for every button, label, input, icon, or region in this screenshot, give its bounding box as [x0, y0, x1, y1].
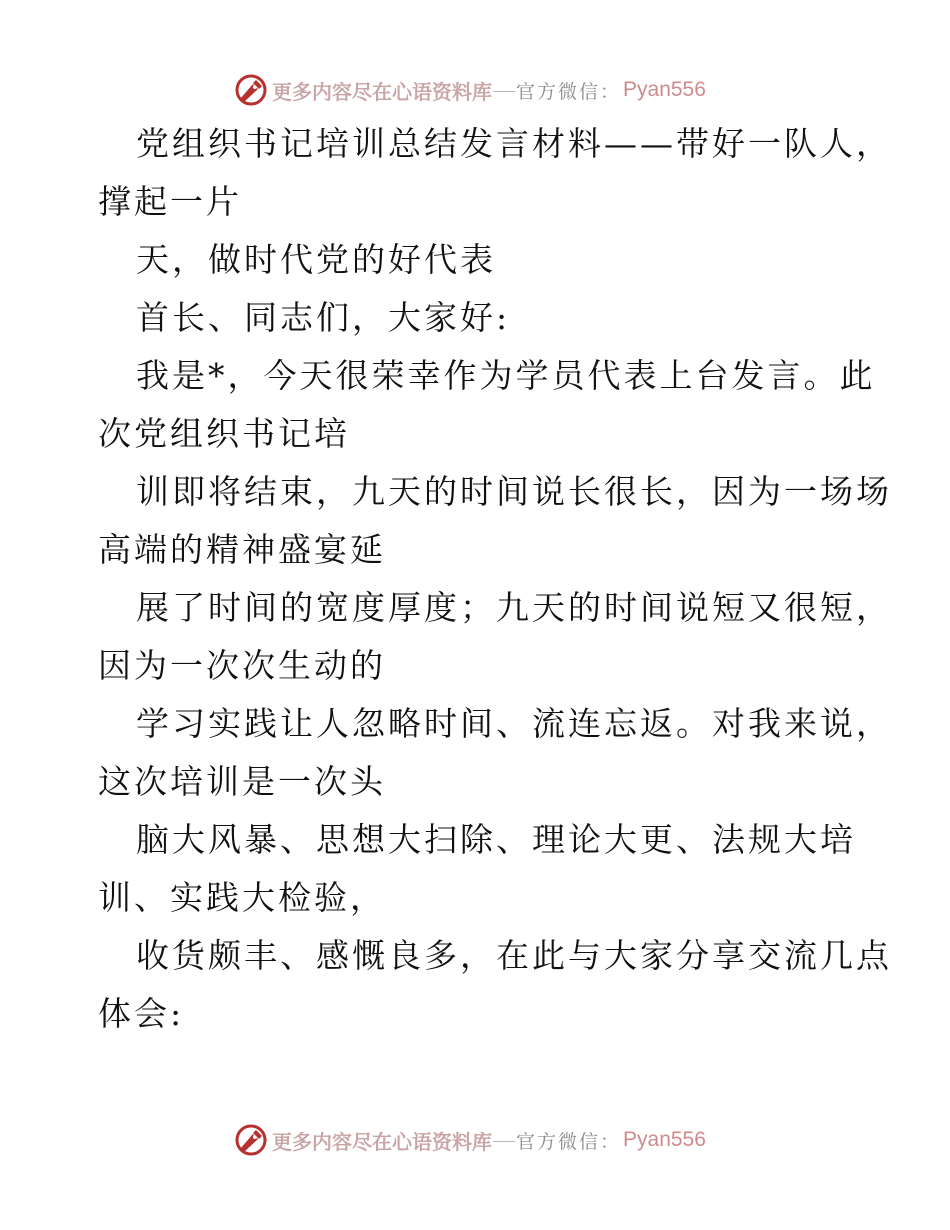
pen-nib-logo-icon: [234, 73, 268, 107]
paragraph-line: 次党组织书记培: [98, 414, 350, 453]
paragraph-line: 收货颇丰、感慨良多，在此与大家分享交流几点: [136, 936, 892, 975]
watermark-label: 官方微信：: [516, 80, 622, 103]
paragraph-line: 训即将结束，九天的时间说长很长，因为一场场: [136, 472, 892, 511]
title-line-1: 党组织书记培训总结发言材料——带好一队人，: [136, 124, 892, 163]
watermark-site-name: 更多内容尽在心语资料库: [272, 79, 492, 104]
paragraph-line: 因为一次次生动的: [98, 646, 386, 685]
title-line-3: 天，做时代党的好代表: [136, 240, 496, 279]
watermark-wechat-id: Pyan556: [623, 1128, 706, 1151]
paragraph-line: 我是*，今天很荣幸作为学员代表上台发言。此: [136, 356, 876, 395]
paragraph-line: 学习实践让人忽略时间、流连忘返。对我来说，: [136, 704, 892, 743]
paragraph-line: 脑大风暴、思想大扫除、理论大更、法规大培: [136, 820, 856, 859]
salutation: 首长、同志们，大家好:: [136, 298, 511, 337]
header-watermark: [234, 73, 706, 107]
paragraph-line: 这次培训是一次头: [98, 762, 386, 801]
watermark-site-name: 更多内容尽在心语资料库: [272, 1129, 492, 1154]
footer-watermark: [234, 1123, 706, 1157]
title-line-2: 撑起一片: [98, 182, 242, 221]
watermark-divider: [493, 91, 515, 92]
document-body: [98, 115, 892, 1043]
paragraph-line: 高端的精神盛宴延: [98, 530, 386, 569]
pen-nib-logo-icon: [234, 1123, 268, 1157]
paragraph-line: 展了时间的宽度厚度；九天的时间说短又很短，: [136, 588, 892, 627]
watermark-divider: [493, 1141, 515, 1142]
paragraph-line: 体会:: [98, 994, 185, 1033]
watermark-wechat-id: Pyan556: [623, 78, 706, 101]
paragraph-line: 训、实践大检验，: [98, 878, 386, 917]
watermark-label: 官方微信：: [516, 1130, 622, 1153]
